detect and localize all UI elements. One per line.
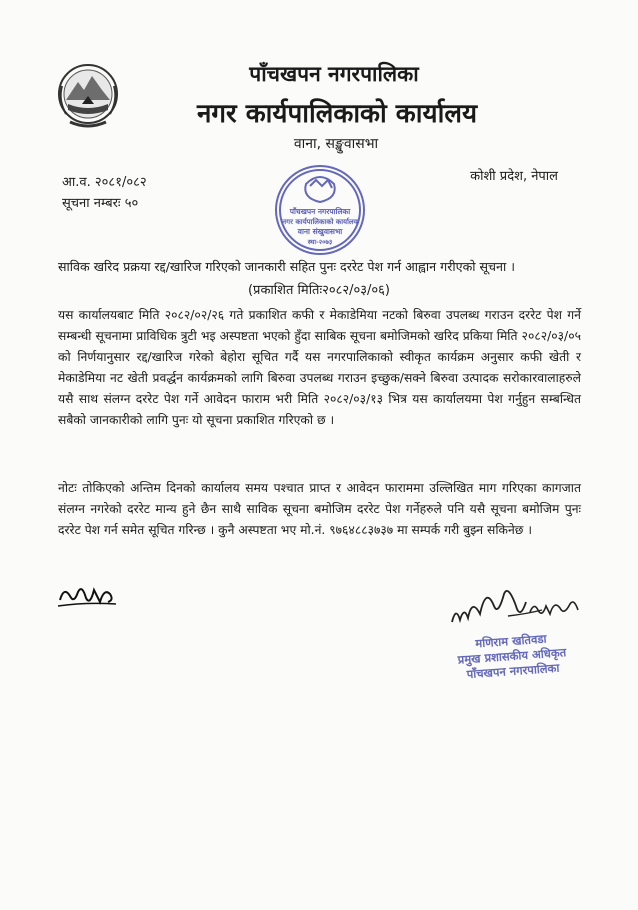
signatory-org: पाँचखपन नगरपालिका	[466, 660, 560, 682]
notice-body: यस कार्यालयबाट मिति २०८२/०२/२६ गते प्रकाशित कफी र मेकाडेमिया नटको बिरुवा उपलब्ध गराउन दररेट पेश गर्ने सम्बन्धी सूचनामा प्राविधिक त्रुटी भइ अस्पष्टता भएको हुँदा साबिक सूचना बमोजिमको खरिद प्रकिया मिति २०८२/०३/०५ को निर्णयानुसार रद्द/खारिज गरेको बेहोरा सूचित गर्दै यस नगरपालिकाको स्वीकृत कार्यक्रम अनुसार कफी खेती र मेकाडेमिया नट खेती प्रवर्द्धन कार्यक्रमको लागि बिरुवा उपलब्ध गराउन इच्छुक/सक्ने बिरुवा उत्पादक सरोकारवालाहरुले यसै साथ संलग्न दररेट पेश गर्ने आवेदन फाराम भरी मिति २०८२/०३/१३ भित्र यस कार्यालयमा पेश गर्नुहुन सम्बन्धित सबैको जानकारीको लागि पुनः यो सूचना प्रकाशित गरिएको छ ।	[58, 308, 581, 427]
seal-line-4: स्था-२०७३	[307, 238, 333, 246]
fiscal-year: आ.व. २०८१/०८२	[62, 175, 147, 190]
office-location: वाना, सङ्खुवासभा	[293, 136, 379, 152]
notice-number: सूचना नम्बरः ५०	[62, 196, 139, 211]
signatory-title: प्रमुख प्रशासकीय अधिकृत	[457, 645, 567, 667]
signature-stamp	[443, 629, 582, 683]
published-date: (प्रकाशित मितिः२०८२/०३/०६)	[247, 283, 391, 298]
official-signature	[446, 576, 586, 632]
seal-line-3: वाना संखुवासभा	[297, 227, 343, 236]
signatory-name: मणिराम खतिवडा	[474, 631, 547, 651]
province-label: कोशी प्रदेश, नेपाल	[470, 169, 558, 184]
municipality-name: पाँचखपन नगरपालिका	[249, 62, 419, 86]
seal-line-1: पाँचखपन नगरपालिका	[289, 207, 351, 216]
notice-subject: साविक खरिद प्रक्रया रद्द/खारिज गरिएको जानकारी सहित पुनः दररेट पेश गर्न आह्वान गरीएको सूचना ।	[58, 259, 516, 274]
office-name: नगर कार्यपालिकाको कार्यालय	[196, 99, 478, 129]
handwritten-initials	[56, 580, 120, 610]
official-seal	[272, 162, 368, 258]
notice-note: नोटः तोकिएको अन्तिम दिनको कार्यालय समय पश्चात प्राप्त र आवेदन फाराममा उल्लिखित माग गरिएका कागजात संलग्न नगरेको दररेट मान्य हुने छैन साथै साविक सूचना बमोजिम दररेट पेश गर्नेहरुले पनि यसै सूचना बमोजिम पुनः दररेट पेश गर्न समेत सूचित गरिन्छ । कुनै अस्पष्टता भए मो.नं. ९७६४८८३७३७ मा सम्पर्क गरी बुझ्न सकिनेछ ।	[58, 481, 581, 537]
seal-line-2: नगर कार्यपालिकाको कार्यालय	[282, 218, 358, 226]
